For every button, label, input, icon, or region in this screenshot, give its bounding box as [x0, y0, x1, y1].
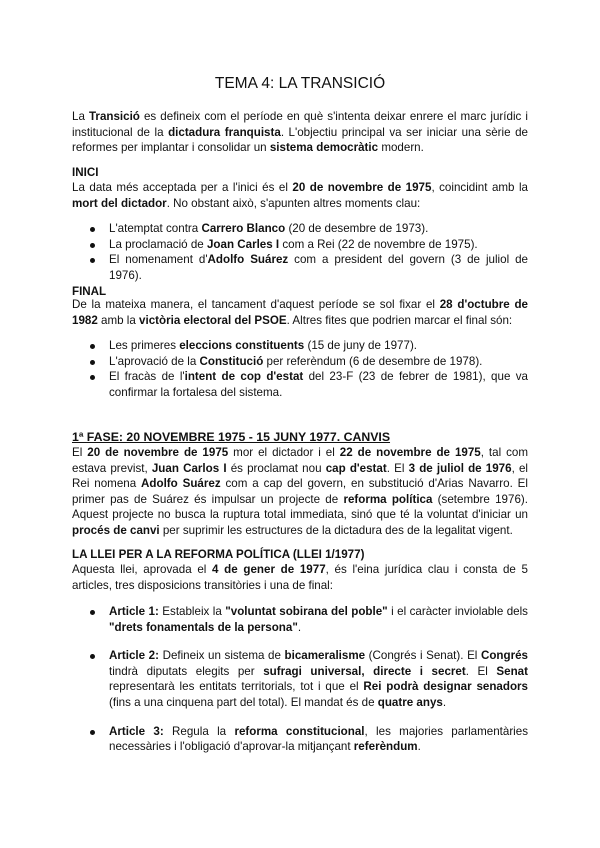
- bold-text: sufragi universal, directe i secret: [263, 664, 466, 678]
- final-paragraph: De la mateixa manera, el tancament d'aquest període se sol fixar el 28 d'octubre de 1982 amb la victòria electoral del PSOE. Altres fites que podrien marcar el final són:: [72, 298, 528, 327]
- bold-text: victòria electoral del PSOE: [139, 313, 287, 327]
- list-item: [72, 338, 528, 354]
- list-item: [72, 252, 528, 283]
- list-item-text: El nomenament d'Adolfo Suárez com a president del govern (3 de juliol de 1976).: [109, 253, 528, 282]
- list-item: [72, 221, 528, 237]
- list-item-text: Les primeres eleccions constituents (15 de juny de 1977).: [109, 339, 418, 352]
- list-item-text: L'atemptat contra Carrero Blanco (20 de desembre de 1973).: [109, 222, 429, 235]
- bullet-icon: [90, 258, 95, 263]
- bold-text: cap d'estat: [325, 461, 387, 475]
- bold-text: Rei podrà designar senadors: [363, 680, 528, 694]
- bold-text: Article 3:: [109, 724, 164, 738]
- bold-text: referèndum: [353, 740, 418, 754]
- bullet-icon: [90, 227, 95, 232]
- list-item-text: Article 3: Regula la reforma constitucional, les majories parlamentàries necessàries i l'obligació d'aprovar-la mitjançant referèndum.: [109, 724, 528, 754]
- bold-text: 28 d'octubre de 1982: [72, 298, 528, 327]
- bullet-icon: [90, 730, 95, 735]
- inici-paragraph: La data més acceptada per a l'inici és el 20 de novembre de 1975, coincidint amb la mort del dictador. No obstant això, s'apunten altres moments clau:: [72, 181, 528, 210]
- list-item: [72, 604, 528, 635]
- bold-text: reforma política: [343, 492, 433, 506]
- bullet-icon: [90, 360, 95, 365]
- bold-text: reforma constitucional: [234, 724, 365, 738]
- bold-text: 22 de novembre de 1975: [339, 446, 481, 459]
- list-item-text: L'aprovació de la Constitució per referèndum (6 de desembre de 1978).: [109, 354, 483, 368]
- bold-text: quatre anys: [377, 695, 443, 709]
- articles-list: [72, 604, 528, 755]
- list-item: [72, 237, 528, 253]
- bold-text: Transició: [88, 110, 140, 123]
- intro-paragraph: La Transició es defineix com el període en què s'intenta deixar enrere el marc jurídic i institucional de la dictadura franquista. L'objectiu principal va ser iniciar una sèrie de reformes per implantar i consolidar un sistema democràtic modern.: [72, 110, 528, 155]
- bold-text: Constitució: [199, 354, 264, 368]
- bullet-icon: [90, 610, 95, 615]
- bold-text: Juan Carlos I: [151, 461, 227, 475]
- bold-text: Article 1:: [109, 605, 159, 618]
- bold-text: 20 de novembre de 1975: [87, 446, 229, 459]
- list-item: [72, 724, 528, 755]
- bold-text: bicameralisme: [284, 649, 366, 663]
- bold-text: "voluntat sobirana del poble": [225, 605, 388, 618]
- final-heading: FINAL: [72, 285, 107, 298]
- list-item-text: El fracàs de l'intent de cop d'estat del 23-F (23 de febrer de 1981), que va confirmar la fortalesa del sistema.: [109, 370, 528, 399]
- fase1-paragraph: El 20 de novembre de 1975 mor el dictador i el 22 de novembre de 1975, tal com estava previst, Juan Carlos I és proclamat nou cap d'estat. El 3 de juliol de 1976, el Rei nomena Adolfo Suárez com a cap del govern, en substitució d'Arias Navarro. El primer pas de Suárez és impulsar un projecte de reforma política (setembre 1976). Aquest projecte no busca la ruptura total immediata, sinó que té la voluntat d'iniciar un procés de canvi per suprimir les estructures de la dictadura des de la legalitat vigent.: [72, 446, 529, 537]
- bold-text: Article 2:: [109, 649, 159, 663]
- fase1-heading: 1ª FASE: 20 NOVEMBRE 1975 - 15 JUNY 1977. CANVIS: [72, 430, 391, 444]
- bold-text: 20 de novembre de 1975: [292, 181, 432, 194]
- list-item-text: Article 2: Defineix un sistema de bicameralisme (Congrés i Senat). El Congrés tindrà diputats elegits per sufragi universal, directe i secret. El Senat representarà les entitats territorials, tot i que el Rei podrà designar senadors (fins a una cinquena part del total). El mandat és de quatre anys.: [109, 649, 528, 709]
- list-item: [72, 354, 528, 370]
- bold-text: dictadura franquista: [168, 125, 281, 139]
- bold-text: Congrés: [480, 649, 528, 663]
- bold-text: sistema democràtic: [269, 141, 379, 155]
- bold-text: "drets fonamentals de la persona": [109, 620, 298, 634]
- bold-text: intent de cop d'estat: [184, 370, 304, 384]
- bold-text: procés de canvi: [72, 523, 160, 537]
- bullet-icon: [90, 654, 95, 659]
- bold-text: Adolfo Suárez: [207, 253, 289, 267]
- list-item: [72, 369, 528, 400]
- llei-paragraph: Aquesta llei, aprovada el 4 de gener de 1977, és l'eina jurídica clau i consta de 5 articles, tres disposicions transitòries i una de final:: [72, 563, 528, 592]
- bold-text: mort del dictador: [72, 196, 167, 210]
- bold-text: 4 de gener de 1977: [212, 563, 326, 576]
- bullet-icon: [90, 375, 95, 380]
- list-item: [72, 648, 528, 710]
- bold-text: Senat: [496, 664, 528, 678]
- list-item-text: Article 1: Estableix la "voluntat sobirana del poble" i el caràcter inviolable dels "drets fonamentals de la persona".: [109, 605, 528, 634]
- bold-text: 3 de juliol de 1976: [408, 461, 512, 475]
- bold-text: eleccions constituents: [179, 339, 305, 352]
- page-title: TEMA 4: LA TRANSICIÓ: [214, 75, 386, 92]
- final-list: [72, 338, 528, 400]
- bullet-icon: [90, 243, 95, 248]
- bold-text: Carrero Blanco: [201, 222, 286, 235]
- llei-heading: LA LLEI PER A LA REFORMA POLÍTICA (LLEI 1/1977): [72, 548, 365, 561]
- list-item-text: La proclamació de Joan Carles I com a Rei (22 de novembre de 1975).: [109, 237, 478, 251]
- bold-text: Adolfo Suárez: [141, 477, 221, 491]
- inici-heading: INICI: [72, 166, 99, 179]
- bold-text: Joan Carles I: [206, 237, 280, 251]
- inici-list: [72, 221, 528, 283]
- bullet-icon: [90, 344, 95, 349]
